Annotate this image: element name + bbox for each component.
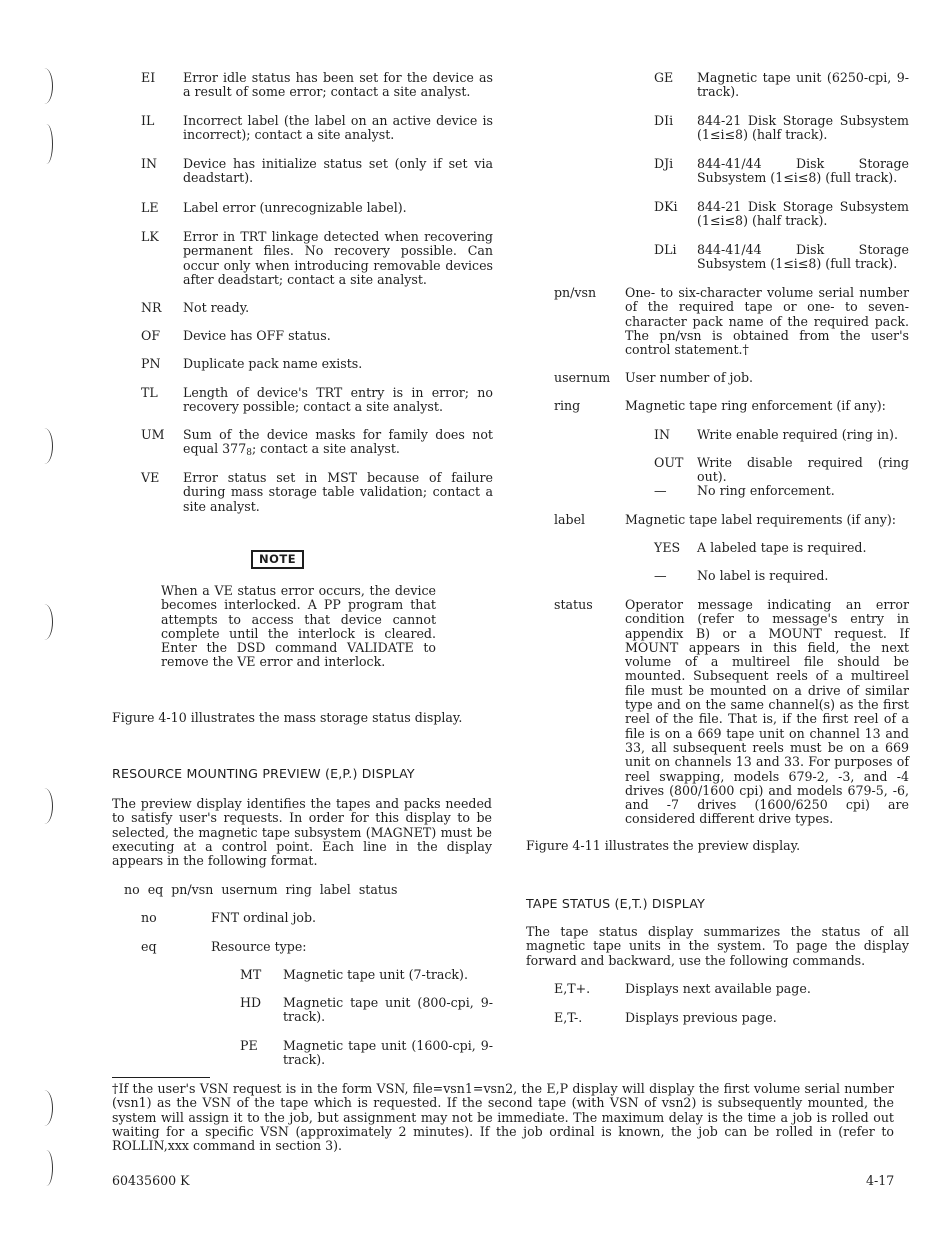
status-code: PN	[141, 356, 161, 371]
status-description: Sum of the device masks for family does not equal $377_8$; contact a site analyst.	[183, 427, 493, 459]
status-code: OF	[141, 328, 161, 343]
option-code: YES	[654, 540, 681, 555]
section-intro: The tape status display summarizes the status of all magnetic tape units in the system. To page the display forward and backward, use the following commands.	[526, 924, 909, 968]
field-description: Operator message indicating an error condition (refer to message's entry in appendix B) or a MOUNT request. If MOUNT appears in this field, the next volume of a multireel file should be mounted. Subsequent reels of a multireel file must be mounted on a drive of similar type and on the same channel(s) as the first reel of the file. That is, if the first reel of a file is on a 669 tape unit on channel 13 and 33, all subsequent reels must be on a 669 unit on channels 13 and 33. For purposes of reel swapping, models 679-2, -3, and -4 drives (800/1600 cpi) and models 679-5, -6, and -7 drives (1600/6250 cpi) are considered different drive types.	[625, 597, 909, 827]
field-code: status	[554, 597, 593, 612]
status-description: Error status set in MST because of failure during mass storage table validation; contact a site analyst.	[183, 470, 493, 514]
option-code: —	[654, 568, 667, 583]
field-description: One- to six-character volume serial number of the required tape or one- to seven-character pack name of the required pack. The pn/vsn is obtained from the user's control statement.†	[625, 285, 909, 358]
resource-type-code: DKi	[654, 199, 678, 214]
resource-type-code: GE	[654, 70, 674, 85]
status-description: Error in TRT linkage detected when recovering permanent files. No recovery possible. Can occur only when introducing removable devices after deadstart; contact a site analyst.	[183, 229, 493, 287]
command-code: E,T-.	[554, 1010, 583, 1025]
resource-type-description: Magnetic tape unit (1600-cpi, 9-track).	[283, 1038, 493, 1068]
status-description: Error idle status has been set for the device as a result of some error; contact a site analyst.	[183, 70, 493, 100]
status-code: UM	[141, 427, 165, 442]
note-text: When a VE status error occurs, the device becomes interlocked. A PP program that attempts to access that device cannot complete until the interlock is cleared. Enter the DSD command VALIDATE to remove the VE error and interlock.	[161, 583, 436, 670]
resource-type-description: Magnetic tape unit (800-cpi, 9-track).	[283, 995, 493, 1025]
status-description: Device has OFF status.	[183, 328, 331, 343]
status-code: LK	[141, 229, 159, 244]
binder-mark	[36, 788, 53, 824]
option-description: No label is required.	[697, 568, 829, 583]
option-description: No ring enforcement.	[697, 483, 835, 498]
resource-type-code: MT	[240, 967, 262, 982]
status-code: VE	[141, 470, 160, 485]
resource-type-code: DLi	[654, 242, 677, 257]
figure-reference: Figure 4-10 illustrates the mass storage status display.	[112, 710, 463, 725]
section-heading: RESOURCE MOUNTING PREVIEW (E,P.) DISPLAY	[112, 766, 415, 781]
note-label: NOTE	[251, 550, 304, 569]
field-code: ring	[554, 398, 581, 413]
resource-type-description: 844-41/44 Disk Storage Subsystem (1≤i≤8) (full track).	[697, 242, 909, 272]
resource-type-code: DJi	[654, 156, 674, 171]
status-description: Duplicate pack name exists.	[183, 356, 363, 371]
document-number: 60435600 K	[112, 1173, 190, 1188]
status-code: TL	[141, 385, 158, 400]
status-description: Label error (unrecognizable label).	[183, 200, 407, 215]
resource-type-code: PE	[240, 1038, 258, 1053]
status-code: IL	[141, 113, 155, 128]
field-description: Resource type:	[211, 939, 307, 954]
status-code: LE	[141, 200, 159, 215]
option-description: Write enable required (ring in).	[697, 427, 898, 442]
field-code: pn/vsn	[554, 285, 597, 300]
footnote-rule	[112, 1077, 210, 1078]
field-description: User number of job.	[625, 370, 754, 385]
field-code: eq	[141, 939, 157, 954]
display-format-line: no eq pn/vsn usernum ring label status	[124, 882, 398, 897]
resource-type-description: 844-21 Disk Storage Subsystem (1≤i≤8) (half track).	[697, 199, 909, 229]
status-description: Incorrect label (the label on an active device is incorrect); contact a site analyst.	[183, 113, 493, 143]
resource-type-description: 844-21 Disk Storage Subsystem (1≤i≤8) (half track).	[697, 113, 909, 143]
command-description: Displays previous page.	[625, 1010, 777, 1025]
field-description: FNT ordinal job.	[211, 910, 317, 925]
field-description: Magnetic tape label requirements (if any):	[625, 512, 897, 527]
command-code: E,T+.	[554, 981, 591, 996]
command-description: Displays next available page.	[625, 981, 811, 996]
binder-mark	[36, 428, 53, 464]
binder-mark	[36, 68, 53, 104]
field-code: no	[141, 910, 157, 925]
resource-type-description: Magnetic tape unit (6250-cpi, 9-track).	[697, 70, 909, 100]
binder-mark	[36, 604, 53, 640]
page-number: 4-17	[866, 1173, 895, 1188]
binder-mark	[36, 1090, 53, 1126]
status-description: Device has initialize status set (only if set via deadstart).	[183, 156, 493, 186]
field-description: Magnetic tape ring enforcement (if any):	[625, 398, 886, 413]
option-description: Write disable required (ring out).	[697, 455, 909, 485]
resource-type-description: 844-41/44 Disk Storage Subsystem (1≤i≤8) (full track).	[697, 156, 909, 186]
option-code: —	[654, 483, 667, 498]
footnote: †If the user's VSN request is in the form VSN, file=vsn1=vsn2, the E,P display will display the first volume serial number (vsn1) as the VSN of the tape which is requested. If the second tape (with VSN of vsn2) is subsequently mounted, the system will assign it to the job, but assignment may not be immediate. The maximum delay is the time a job is rolled out waiting for a specific VSN (approximately 2 minutes). If the job ordinal is known, the job can be rolled in (refer to ROLLIN,xxx command in section 3).	[112, 1081, 894, 1154]
section-heading: TAPE STATUS (E,T.) DISPLAY	[526, 896, 705, 911]
resource-type-code: DIi	[654, 113, 674, 128]
status-code: IN	[141, 156, 157, 171]
status-description: Length of device's TRT entry is in error; no recovery possible; contact a site analyst.	[183, 385, 493, 415]
option-description: A labeled tape is required.	[697, 540, 867, 555]
resource-type-description: Magnetic tape unit (7-track).	[283, 967, 468, 982]
figure-reference: Figure 4-11 illustrates the preview display.	[526, 838, 801, 853]
field-code: usernum	[554, 370, 611, 385]
status-code: NR	[141, 300, 162, 315]
option-code: IN	[654, 427, 670, 442]
resource-type-code: HD	[240, 995, 262, 1010]
binder-mark	[40, 1150, 53, 1186]
section-intro: The preview display identifies the tapes and packs needed to satisfy user's requests. In order for this display to be selected, the magnetic tape subsystem (MAGNET) must be executing at a control point. Each line in the display appears in the following format.	[112, 796, 492, 869]
status-description: Not ready.	[183, 300, 250, 315]
option-code: OUT	[654, 455, 684, 470]
status-code: EI	[141, 70, 156, 85]
binder-mark	[40, 124, 53, 164]
field-code: label	[554, 512, 586, 527]
